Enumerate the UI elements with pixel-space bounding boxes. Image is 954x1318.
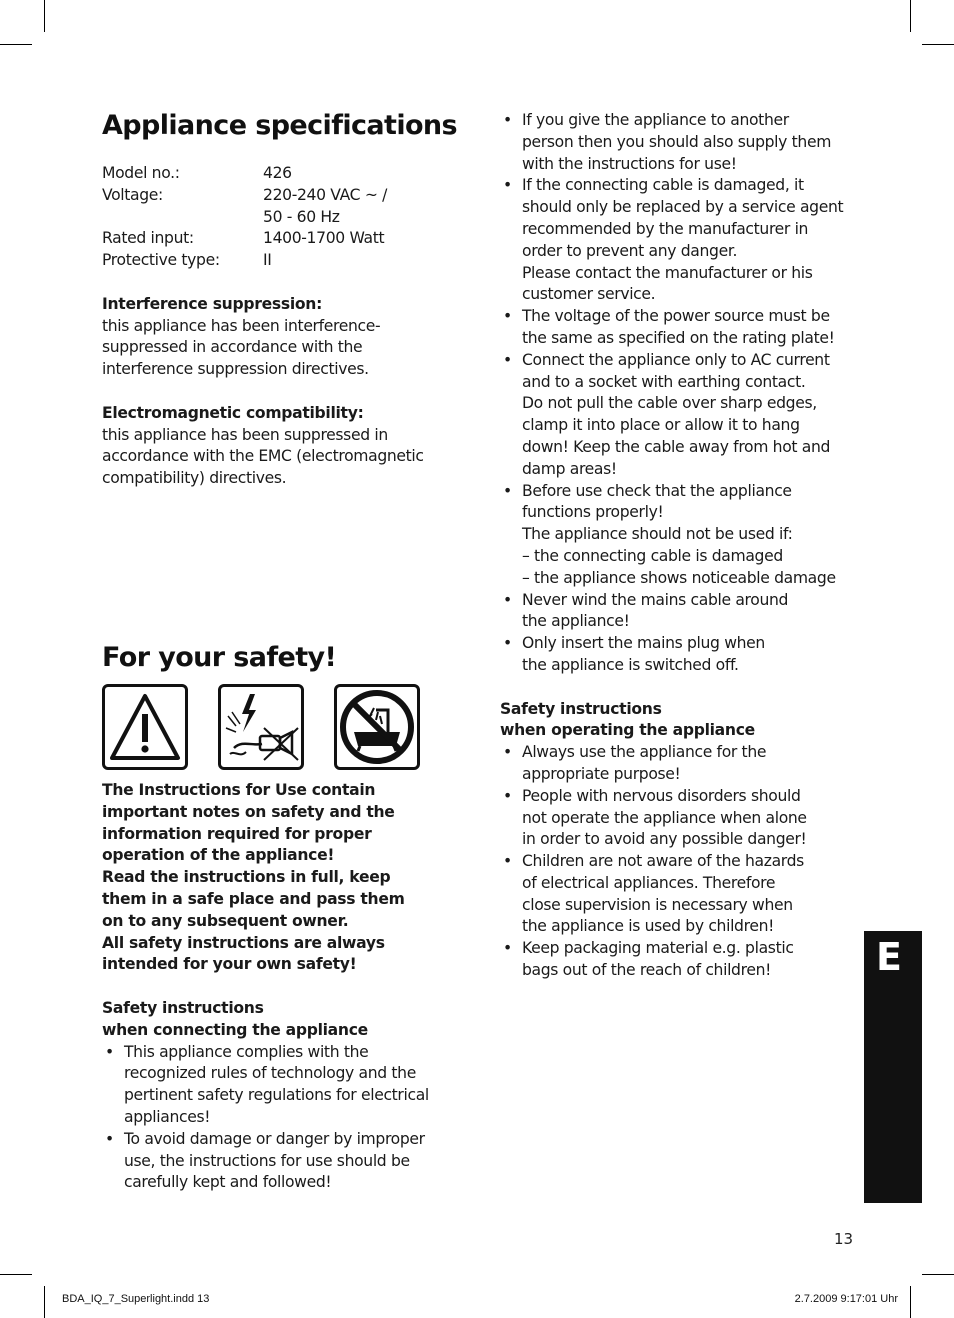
list-item: • Children are not aware of the hazards of electrical appliances. Therefore close supervision is necessary when the appliance is used by children! bbox=[500, 851, 860, 938]
crop-mark bbox=[0, 44, 32, 45]
list-item: • Never wind the mains cable around the appliance! bbox=[500, 590, 860, 634]
list-item: • This appliance complies with the recognized rules of technology and the pertinent safety regulations for electrical appliances! bbox=[102, 1042, 462, 1129]
connecting-heading: Safety instructions when connecting the appliance bbox=[102, 998, 368, 1039]
spec-row bbox=[102, 185, 462, 229]
language-tab bbox=[864, 931, 922, 1203]
specs-title: Appliance specifications bbox=[102, 110, 458, 141]
electric-shock-icon bbox=[218, 684, 304, 770]
footer-file: BDA_IQ_7_Superlight.indd 13 bbox=[62, 1293, 210, 1305]
spec-row bbox=[102, 250, 462, 272]
spec-value: 220-240 VAC ~ / 50 - 60 Hz bbox=[263, 185, 388, 226]
spec-row bbox=[102, 163, 462, 185]
spec-value: 426 bbox=[263, 164, 292, 182]
crop-mark bbox=[0, 1274, 32, 1275]
spec-row bbox=[102, 228, 462, 250]
spec-label: Model no.: bbox=[102, 164, 180, 182]
spec-value: II bbox=[263, 251, 272, 270]
list-item: • The voltage of the power source must be the same as specified on the rating plate! bbox=[500, 306, 860, 350]
list-item: • People with nervous disorders should not operate the appliance when alone in order to avoid any possible danger! bbox=[500, 786, 860, 851]
spec-label: Voltage: bbox=[102, 185, 163, 204]
right-column bbox=[500, 110, 860, 982]
emc-heading: Electromagnetic compatibility: bbox=[102, 403, 364, 422]
language-tab-letter: E bbox=[876, 935, 902, 979]
list-item: • Before use check that the appliance functions properly! The appliance should not be used if: – the connecting cable is damaged – the appliance shows noticeable damage bbox=[500, 481, 860, 590]
safety-title: For your safety! bbox=[102, 642, 337, 673]
safety-icons bbox=[102, 684, 420, 770]
emc-text: this appliance has been suppressed in accordance with the EMC (electromagnetic compatibility) directives. bbox=[102, 425, 424, 488]
spec-value: 1400-1700 Watt bbox=[263, 229, 385, 248]
operating-list bbox=[500, 742, 860, 982]
interference-text: this appliance has been interference- suppressed in accordance with the interference suppression directives. bbox=[102, 316, 381, 379]
list-item: • Connect the appliance only to AC current and to a socket with earthing contact. Do not pull the cable over sharp edges, clamp it into place or allow it to hang down! Keep the cable away from hot and damp areas! bbox=[500, 350, 860, 481]
spec-label: Protective type: bbox=[102, 251, 220, 270]
page-number: 13 bbox=[834, 1230, 854, 1248]
crop-mark bbox=[922, 44, 954, 45]
footer-timestamp: 2.7.2009 9:17:01 Uhr bbox=[794, 1293, 898, 1305]
crop-mark bbox=[910, 0, 911, 32]
safety-intro: The Instructions for Use contain important notes on safety and the information required for proper operation of the appliance! Read the instructions in full, keep them in a safe place and pass them on to any subsequent owner. All safety instructions are always intended for your own safety! bbox=[102, 781, 405, 974]
list-item: • If you give the appliance to another person then you should also supply them with the instructions for use! bbox=[500, 110, 860, 175]
crop-mark bbox=[44, 0, 45, 32]
list-item: • To avoid damage or danger by improper use, the instructions for use should be carefully kept and followed! bbox=[102, 1129, 462, 1194]
no-bath-water-icon bbox=[334, 684, 420, 770]
crop-mark bbox=[44, 1286, 45, 1318]
list-item: • Always use the appliance for the appropriate purpose! bbox=[500, 742, 860, 786]
connecting-list-continued bbox=[500, 110, 860, 677]
list-item: • Keep packaging material e.g. plastic bags out of the reach of children! bbox=[500, 938, 860, 982]
specs-table bbox=[102, 163, 462, 490]
operating-heading: Safety instructions when operating the appliance bbox=[500, 699, 755, 740]
left-column bbox=[102, 108, 462, 1192]
interference-heading: Interference suppression: bbox=[102, 294, 323, 313]
list-item: • Only insert the mains plug when the appliance is switched off. bbox=[500, 633, 860, 677]
crop-mark bbox=[922, 1274, 954, 1275]
spec-label: Rated input: bbox=[102, 229, 194, 248]
crop-mark bbox=[910, 1286, 911, 1318]
warning-triangle-icon bbox=[102, 684, 188, 770]
connecting-list bbox=[102, 1042, 462, 1195]
list-item: • If the connecting cable is damaged, it should only be replaced by a service agent recommended by the manufacturer in order to prevent any danger. Please contact the manufacturer or his customer service. bbox=[500, 175, 860, 306]
